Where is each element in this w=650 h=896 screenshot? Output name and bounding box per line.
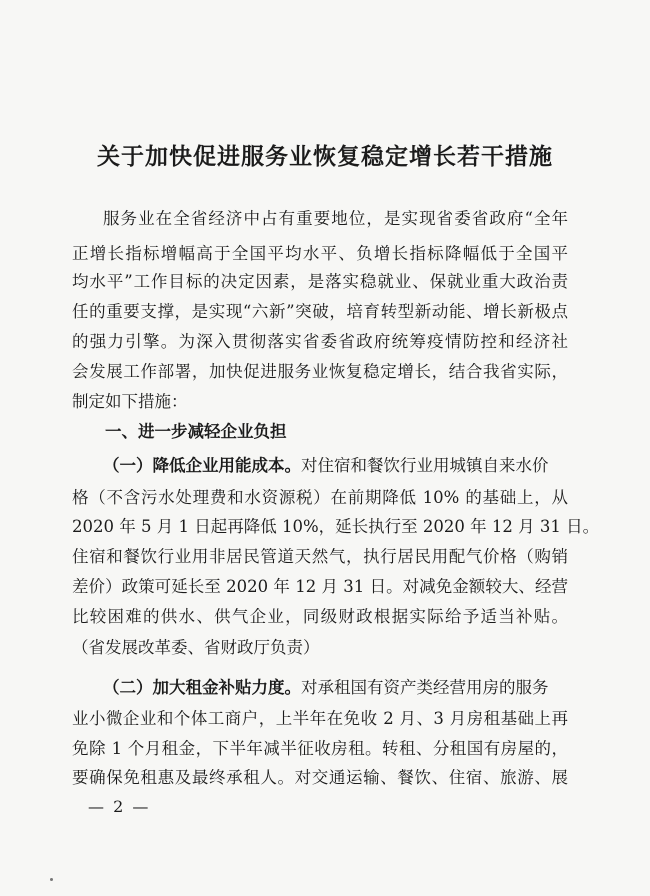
intro-line: 正增长指标增幅高于全国平均水平、负增长指标降幅低于全国平 [72,244,568,263]
item-2-line: 业小微企业和个体工商户，上半年在免收 2 月、3 月房租基础上再 [72,709,568,728]
item-2-text: 对承租国有资产类经营用房的服务 [301,678,549,697]
item-1-line: 差价）政策可延长至 2020 年 12 月 31 日。对减免金额较大、经营 [72,577,568,596]
intro-line: 制定如下措施： [72,392,188,411]
item-1-label: （一）降低企业用能成本。 [103,456,301,475]
page-number: — 2 — [88,797,151,816]
item-1-line: 比较困难的供水、供气企业，同级财政根据实际给予适当补贴。 [72,607,568,626]
intro-line: 任的重要支撑，是实现“六新”突破，培育转型新动能、增长新极点 [72,302,568,321]
item-1-line: 格（不含污水处理费和水资源税）在前期降低 10% 的基础上，从 [72,488,568,507]
item-1-line: 2020 年 5 月 1 日起再降低 10%，延长执行至 2020 年 12 月 31 日。 [72,517,600,536]
item-1-line: 住宿和餐饮行业用非居民管道天然气，执行居民用配气价格（购销 [72,547,568,566]
document-title: 关于加快促进服务业恢复稳定增长若干措施 [97,144,553,170]
item-2-label: （二）加大租金补贴力度。 [103,678,301,697]
intro-line: 的强力引擎。为深入贯彻落实省委省政府统筹疫情防控和经济社 [72,332,568,351]
intro-line: 会发展工作部署，加快促进服务业恢复稳定增长，结合我省实际， [72,362,568,381]
item-1-line: （省发展改革委、省财政厅负责） [72,638,320,657]
item-1-text: 对住宿和餐饮行业用城镇自来水价 [301,456,549,475]
intro-line: 服务业在全省经济中占有重要地位，是实现省委省政府“全年 [103,209,568,228]
item-2-first-line [103,674,568,702]
item-1-first-line [103,452,568,480]
item-2-line: 免除 1 个月租金，下半年减半征收房租。转租、分租国有房屋的， [72,739,568,758]
item-2-line: 要确保免租惠及最终承租人。对交通运输、餐饮、住宿、旅游、展 [72,768,568,787]
intro-line: 均水平”工作目标的决定因素，是落实稳就业、保就业重大政治责 [72,272,568,291]
section-heading: 一、进一步减轻企业负担 [105,422,287,441]
scan-speck [50,878,53,881]
